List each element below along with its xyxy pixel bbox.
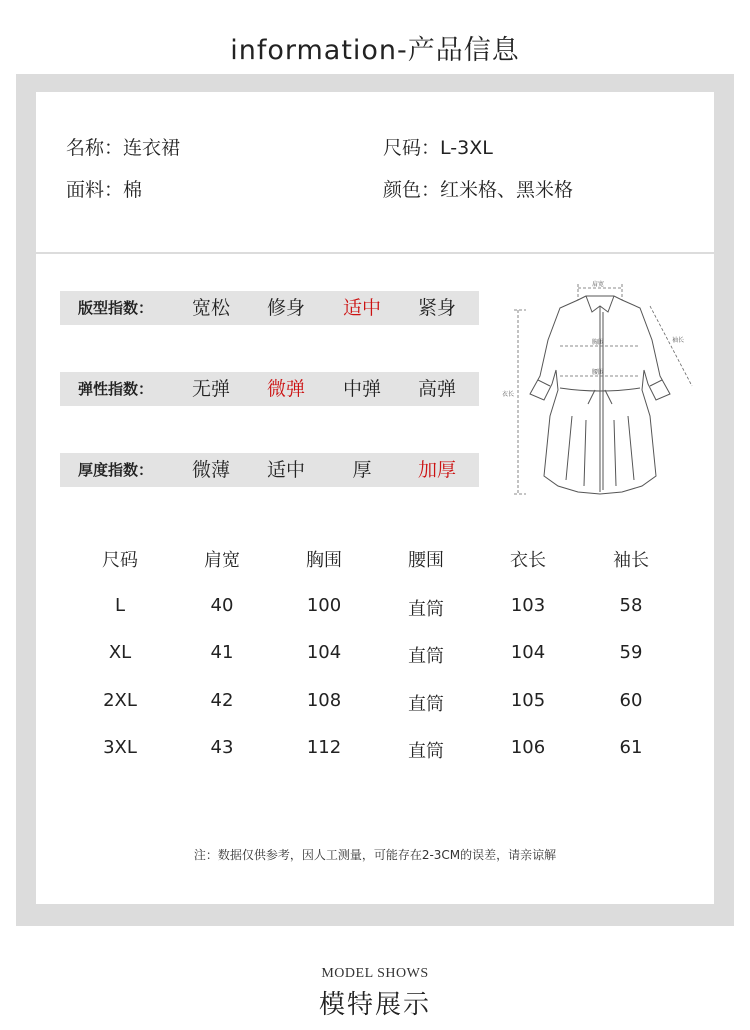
fit-option: 修身 xyxy=(266,297,305,319)
table-row xyxy=(0,642,750,666)
elasticity-index-label: 弹性指数： xyxy=(78,380,154,398)
elasticity-option: 高弹 xyxy=(417,378,456,400)
table-header: 衣长 xyxy=(510,550,546,571)
thickness-option: 加厚 xyxy=(417,459,456,481)
table-row xyxy=(0,737,750,761)
thickness-index-bar xyxy=(60,453,479,487)
table-cell: L xyxy=(114,595,126,616)
table-cell: 59 xyxy=(619,642,643,663)
diagram-label-chest: 胸围 xyxy=(592,339,605,346)
elasticity-index-bar xyxy=(60,372,479,406)
fabric-value: 棉 xyxy=(123,179,143,201)
fit-index-bar xyxy=(60,291,479,325)
page-title: information-产品信息 xyxy=(230,35,520,66)
table-cell: 直筒 xyxy=(408,646,444,667)
table-cell: 112 xyxy=(306,737,342,758)
table-cell: XL xyxy=(108,642,132,663)
thickness-option: 厚 xyxy=(352,459,372,481)
table-row xyxy=(0,595,750,619)
section-divider xyxy=(36,252,714,254)
table-cell: 直筒 xyxy=(408,694,444,715)
table-cell: 106 xyxy=(510,737,546,758)
table-cell: 100 xyxy=(306,595,342,616)
fabric-field xyxy=(66,175,142,202)
dress-measurement-diagram xyxy=(500,276,710,502)
table-cell: 61 xyxy=(619,737,643,758)
table-cell: 104 xyxy=(306,642,342,663)
table-cell: 42 xyxy=(210,690,234,711)
diagram-label-length: 衣长 xyxy=(502,391,515,398)
elasticity-option: 中弹 xyxy=(342,378,381,400)
thickness-option: 微薄 xyxy=(191,459,230,481)
model-shows-heading-en: MODEL SHOWS xyxy=(321,966,429,981)
thickness-option: 适中 xyxy=(266,459,305,481)
table-cell: 3XL xyxy=(103,737,137,758)
table-row xyxy=(0,690,750,714)
model-shows-heading-cn: 模特展示 xyxy=(318,990,431,1020)
table-cell: 41 xyxy=(210,642,234,663)
thickness-index-label: 厚度指数： xyxy=(78,461,154,479)
name-field xyxy=(66,133,180,160)
table-cell: 直筒 xyxy=(408,741,444,762)
table-cell: 40 xyxy=(210,595,234,616)
fit-option: 宽松 xyxy=(191,297,230,319)
table-cell: 103 xyxy=(510,595,546,616)
table-header: 腰围 xyxy=(408,550,444,571)
table-header: 肩宽 xyxy=(204,550,240,571)
table-cell: 108 xyxy=(306,690,342,711)
measurement-note: 注：数据仅供参考，因人工测量，可能存在2-3CM的误差，请亲谅解 xyxy=(193,848,557,862)
fabric-label: 面料： xyxy=(66,179,124,201)
fit-index-label: 版型指数： xyxy=(78,299,154,317)
color-field xyxy=(383,175,573,202)
table-cell: 60 xyxy=(619,690,643,711)
color-value: 红米格、黑米格 xyxy=(440,179,574,201)
table-cell: 105 xyxy=(510,690,546,711)
size-label: 尺码： xyxy=(383,137,441,159)
table-header: 胸围 xyxy=(306,550,342,571)
table-header: 尺码 xyxy=(102,550,138,571)
name-label: 名称： xyxy=(66,137,124,159)
name-value: 连衣裙 xyxy=(123,137,181,159)
size-field xyxy=(383,133,493,160)
diagram-label-sleeve: 袖长 xyxy=(672,337,685,344)
table-cell: 2XL xyxy=(103,690,137,711)
fit-option: 适中 xyxy=(342,297,381,319)
table-cell: 104 xyxy=(510,642,546,663)
diagram-label-shoulder: 肩宽 xyxy=(592,281,605,288)
elasticity-option: 无弹 xyxy=(191,378,230,400)
elasticity-option: 微弹 xyxy=(266,378,305,400)
table-header: 袖长 xyxy=(613,550,649,571)
color-label: 颜色： xyxy=(383,179,441,201)
diagram-label-waist: 腰围 xyxy=(592,369,605,376)
table-cell: 43 xyxy=(210,737,234,758)
size-value: L-3XL xyxy=(440,137,493,159)
table-cell: 直筒 xyxy=(408,599,444,620)
table-cell: 58 xyxy=(619,595,643,616)
fit-option: 紧身 xyxy=(417,297,456,319)
